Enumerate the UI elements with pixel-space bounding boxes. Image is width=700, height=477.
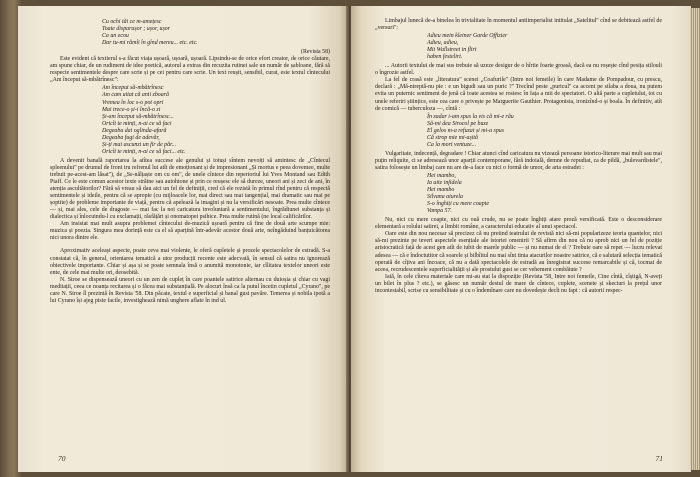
verse-line: Să-mi dea Sirocol pe buze	[427, 120, 489, 127]
paragraph: La fel de crasă este „literatura" scenei „Coafurile" (Intre noi femeile) în care Madame de Pompadour, cu prescu, declară : „Mă-ntreptă-nu pie : e un bigudi sau un puric ?" Trecînd peste „puricul" ca accent pe silaba a doua, nu putem evita un puternic sentiment de jenă că toate acestea se rostesc în fața a mii de spectatori. O altă parte a cupletului, tot cu unele referiri științice, este cea care o privește pe Marguerite Gauthier. Protagonista, ironizînd-o și boala. În definitiv, atît de comică — tuberculoza —, cîntă :	[375, 77, 662, 112]
verse-line: În zadar i-am spus la vis că mi-e rău	[427, 113, 514, 120]
verse-line: Degeaba dai oglinda-afară	[102, 127, 167, 134]
right-page	[351, 6, 691, 472]
verse-source: (Revista 58)	[301, 49, 330, 56]
verse-line: Oricît te minți, n-ai ce să faci... etc.	[102, 148, 186, 155]
verse-line: Vremea în loc s-o pot opri	[102, 99, 164, 106]
verse-line: Mit Wallstreet in flirt	[427, 47, 477, 54]
verse-line: Hei mambo	[427, 187, 455, 194]
paragraph: Este evident că textierul s-a făcut viața ușoară, ușoară, ușoară. Lipsindu-se de orice efort creator, de orice căutare, am spune chiar, de un rudiment de idee poetică, autorul a extras din recuzita rutinei sale un număr de șabloane, fără să respecte sentimentele despre care scrie și pe cei pentru care scrie. Un text reușit, sensibil, curat, este textul cîntecului „Am început să-mbătrînesc":	[50, 56, 330, 84]
verse-line: Dar tu-mi rămîi în gînd mereu... etc. etc.	[102, 40, 198, 47]
paragraph: ... Autorii textului de mai sus trebuie să uzeze desigur de o hîrtie foarte groasă, dacă ea nu roșește cînd pesița stilouli o îngrozie astfel.	[375, 63, 662, 77]
verse-line: Am început să-mbătrînesc	[102, 85, 164, 92]
verse-line: Adieu, adieu,	[427, 40, 459, 47]
verse-line: Ca un ecou	[102, 33, 129, 40]
verse-line: Degeaba fugi de adevăr,	[102, 134, 160, 141]
paragraph: Iată, în cele cîteva materiale care mi-au stat la dispoziție (Revista '58, Intre noi femeile, Cine cîntă, cîștigă, N-aveți un bilet în plus ? etc.), se găsesc un număr destul de mare de cîntece, cuplete, scenete și skeciuri la prețul unor incontestabil, scrise cu sensibilitate și cu o îndemînare care nu dovedește decît nu fapt : că autorii respec-	[375, 273, 662, 294]
paragraph: Am insistat mai mult asupra problemei cîntecului de-muzică ușoară pentru că fine de două arte scumpe mie: muzica și poezia. Singura mea dorință este ca el să aparțină într-adevăr acestor două arte, neîngăduind banțuicătorea nici unora dintre ele.	[50, 221, 330, 242]
verse-line: Și-am început să-mbătrînesc...	[102, 113, 174, 120]
page-edges	[690, 8, 700, 470]
right-verse-mid	[375, 114, 662, 149]
right-page-text	[375, 18, 662, 295]
paragraph: N. Stroe se dispensează uneori cu un zen de cupleț în care poantele satirice alternau cu duioșia și chiar cu vagi meditații, ceea ce noanța recitarea și o făcea mai substanțială. Pe alocuri însă ca la putul încetin cupletul „Cyrano", pe care N. Stroe îl prezintă în Revista '58. Din păcate, textul e superficial și banal gust pavăre. Temerea și nobila ipotă a lui Cyrano își ajeg piste facile, investighează nimă unghere aflate în ind ul.	[50, 276, 330, 304]
paragraph: Oare este din nou necesar să precizez că nu pretind teatrului de revistă nici să-mi popularizeze teoria quantelor, nici să-mi prezinte pe teveri aspectele esențiale ale istoriei omenirii ? Să afirm din nou că nu aprob nici un fel de poziție aristocratică față de acest gen atît de iubit de marele public — și nu numai de el ? Trebuie oare să repet — lucru relevat adesea — că e îndoctutitor că soarele și bilbîitul nu mai sînt tinta atacurilor noastre satirice, că e salutară selecția tematică operată de cîțiva ani încoace, că nu a dată spectacolele de estradă au înregistrat succese remarcabile și că, tocmai de aceea, recrudescentele superficialității și ale prostului gust se cer vehement combătute ?	[375, 231, 662, 273]
verse-line: Toate disparușor ; ușor, ușor	[102, 26, 171, 33]
paragraph: A devenit banală raportarea la atîtea succese ale genului și totuși sîntem nevoiți să amintesc de „Cîntecul spleenului" pe drumul de front iru refrenul lui atît de emoționant și de impresionant „Și mortus e peea dovemee, multe trebuit pe-acest-am lăsat"), de „Se-nălțaște om cu om", de unele cîntece din repertoriul lui Yves Montand sau Edith Piaff. Ce le este comun acestor texte străine sau autohtone și prin ce reușesc ele să dureze, uneori ani și zeci de ani, în atenția ascultătorilor? Fără să vreau să dau aici un fel de definiții, cred că ele rezistă în primul rînd pentru că respectă sentimentele și ideile, pentru că se apropie (cu mijloacele lor, mai direct sau mai tangențial, mai dramatic sau mai pe șoptite) de probleme importante de viață, pentru că apelează la imagini și nu la versificări nesoate. Prea multe cîntece — și, mai ales, cele de dragoste — mai fac la noi caricatura involuntară a sentimentului, îngrădiunei substanța și dialectica și înlocuindu-l cu exclamații, răsfățări și onomatopei psihice. Prea multe rutină (ne local calificărilor.	[50, 157, 330, 221]
verse-line: Mai trece-o și-i încă-o zi	[102, 106, 161, 113]
verse-line: Ca la mort ventuze...	[427, 141, 477, 148]
verse-line: Ia uite infidela	[427, 180, 462, 187]
verse-line: Am cam uitat că anii zboară	[102, 92, 169, 99]
verse-line: Adieu mein kleiner Garde Offizier	[427, 33, 508, 40]
page-number: 70	[58, 454, 66, 463]
verse-line: S-o înghiți cu mere coapte	[427, 201, 489, 208]
verse-line: Că strop mie mi-așită	[427, 134, 478, 141]
verse-line: Vampa 57.	[427, 208, 452, 215]
paragraph: Aproximativ aceleași aspecte, poate ceva mai violente, le oferă cupletele și prozele spectacolelor de estradă. S-a constatat că, în general, orientarea tematică a utor producții recente este adecvată, în sensul că satira nu ignorează obiectivele importante. Chiar și așa și se poate semnala însă o anumită monotonie, iar cîlitatea textelor uneori este ente, de cele mai multe ori, deosebită.	[50, 248, 330, 276]
left-page-text	[50, 18, 330, 305]
paragraph: Vulgaritate, indecență, degradare ! Chiar atunci cînd caricatura nu vizează persoane istorico-literare mai mult sau mai puțin reliquite, ci se adresează unor aparții contemporane, fără indoială, demne de repudiat, ca de pildă, „bulevardistele", satira folosește un limbaj care nu are de-a face cu nici o formă de umor, de arta estradei :	[375, 150, 662, 171]
left-page	[18, 6, 349, 472]
verse-line: Și-ți mai ascunzi un fir de păr...	[102, 141, 177, 148]
verse-line: haben festelirt.	[427, 54, 463, 61]
page-number: 71	[655, 454, 663, 463]
left-verse-mid	[50, 85, 330, 155]
paragraph: Nu, nici cu mere coapte, nici cu ouă crude, nu se poate înghiți atare proză versificată. Este o desconsiderare elementară a rolului satirei, a limbii române, a caracterului educativ al unui spectacol.	[375, 217, 662, 231]
right-verse-low	[375, 173, 662, 215]
left-verse-top	[50, 19, 330, 47]
verse-line: Oricît te minți, n-ai ce să faci	[102, 120, 172, 127]
verse-line: Silvana aiurela	[427, 194, 463, 201]
verse-line: El gelos m-a refuzat și mi-a spus	[427, 127, 505, 134]
paragraph: Limbajul lunecă de-a binelea în trivialitate în momentul antiimperialist intitulat „Satelitul" cînd se debitează astfel de „versuri":	[375, 18, 662, 32]
verse-line: Hei mambo,	[427, 172, 456, 179]
verse-line: Cu ochi tăi ce m-amețesc	[102, 19, 162, 25]
right-verse-top	[375, 33, 662, 61]
